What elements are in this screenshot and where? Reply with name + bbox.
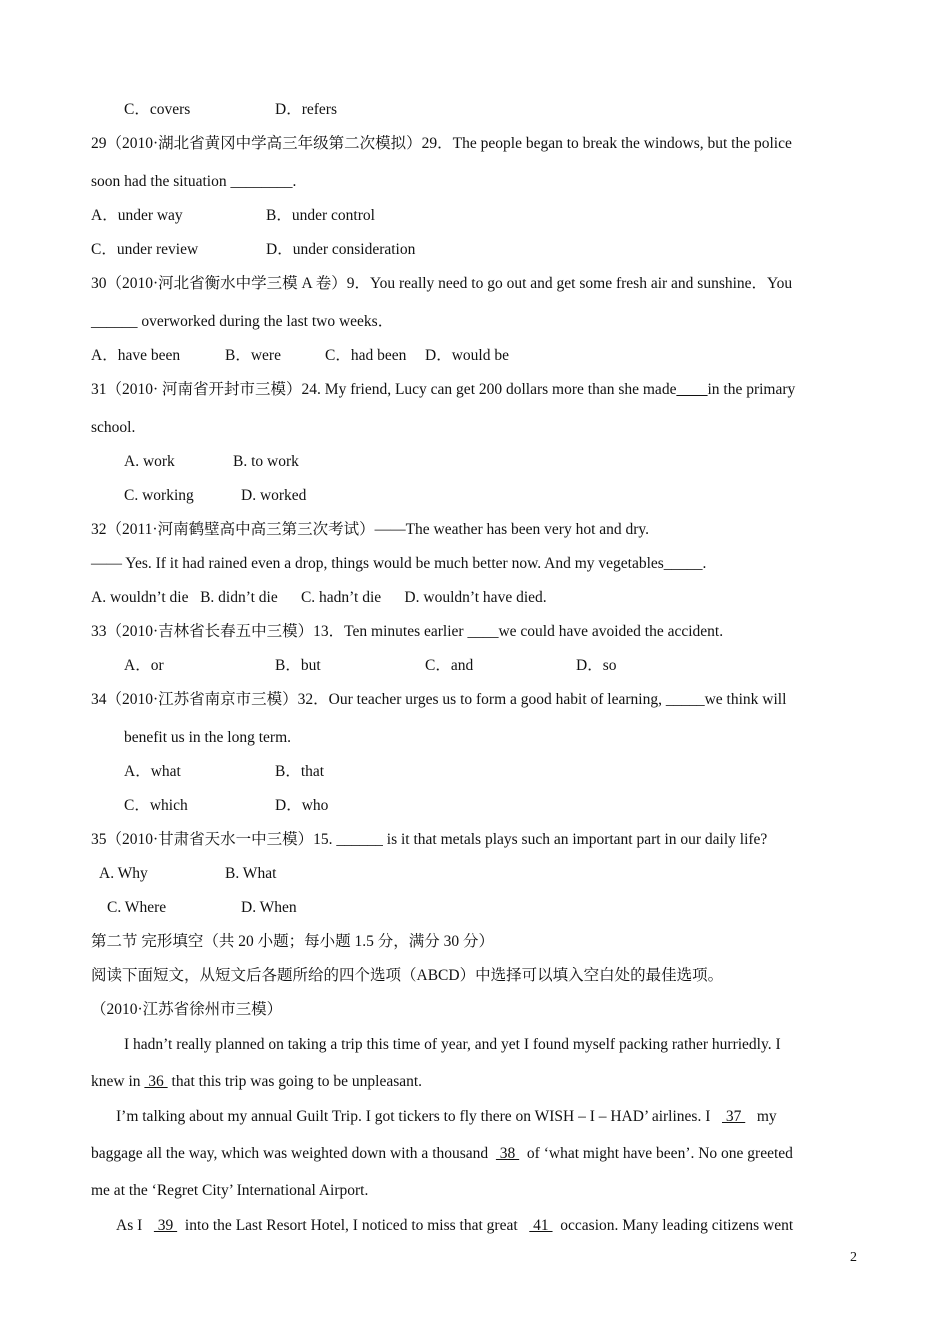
- blank-38: 38: [495, 1145, 520, 1162]
- q31-stem-pre: 31（2010· 河南省开封市三模）24. My friend, Lucy can get 200 dollars more than she made: [91, 381, 677, 398]
- blank-39: 39: [153, 1217, 178, 1234]
- passage-p1-line1: I hadn’t really planned on taking a trip this time of year, and yet I found myself packing rather hurriedly. I: [124, 1036, 781, 1053]
- q30-option-b: B．were: [225, 347, 281, 364]
- q29-option-a: A．under way: [91, 207, 183, 224]
- q31-stem-line2: school.: [91, 419, 136, 436]
- q33-stem-line1: 33（2010·吉林省长春五中三模）13．Ten minutes earlier ____we could have avoided the accident.: [91, 623, 724, 640]
- q35-option-c: C. Where: [107, 899, 167, 916]
- q33-option-d: D．so: [576, 657, 617, 674]
- section-instruction: 阅读下面短文，从短文后各题所给的四个选项（ABCD）中选择可以填入空白处的最佳选项。: [91, 967, 724, 984]
- passage-text: occasion. Many leading citizens went: [552, 1217, 794, 1234]
- q34-option-d: D．who: [275, 797, 329, 814]
- q29-option-c: C．under review: [91, 241, 199, 258]
- q32-stem-line1: 32（2011·河南鹤壁高中高三第三次考试）——The weather has been very hot and dry.: [91, 521, 650, 538]
- q30-option-d: D．would be: [425, 347, 509, 364]
- passage-text: of ‘what might have been’. No one greeted: [519, 1145, 793, 1162]
- passage-p1-line2: [91, 1072, 422, 1092]
- q31-option-d: D. worked: [241, 487, 307, 504]
- q33-option-a: A．or: [124, 657, 164, 674]
- q28-option-d: D．refers: [275, 101, 337, 118]
- passage-p2-line1: [116, 1107, 777, 1127]
- passage-text: I’m talking about my annual Guilt Trip. I got tickers to fly there on WISH – I – HAD’ airlines. I: [116, 1108, 722, 1125]
- passage-p3-line1: [116, 1216, 793, 1236]
- q35-stem-line1: 35（2010·甘肃省天水一中三模）15. ______ is it that metals plays such an important part in our daily life?: [91, 831, 768, 848]
- q30-option-c: C．had been: [325, 347, 407, 364]
- q34-option-a: A．what: [124, 763, 181, 780]
- section-title: 第二节 完形填空（共 20 小题；每小题 1.5 分，满分 30 分）: [91, 933, 495, 950]
- q30-option-a: A．have been: [91, 347, 181, 364]
- q31-stem-post: in the primary: [707, 381, 796, 398]
- q32-stem-line2: —— Yes. If it had rained even a drop, things would be much better now. And my vegetables_____.: [91, 555, 707, 572]
- page-number: 2: [850, 1250, 857, 1265]
- passage-text: knew in: [91, 1073, 145, 1090]
- q35-option-b: B. What: [225, 865, 277, 882]
- q34-option-c: C．which: [124, 797, 188, 814]
- q32-options: A. wouldn’t die B. didn’t die C. hadn’t die D. wouldn’t have died.: [91, 589, 547, 606]
- q31-option-a: A. work: [124, 453, 175, 470]
- q35-option-d: D. When: [241, 899, 297, 916]
- passage-p2-line3: me at the ‘Regret City’ International Airport.: [91, 1182, 369, 1199]
- passage-text: As I: [116, 1217, 154, 1234]
- passage-text: my: [745, 1108, 777, 1125]
- q34-option-b: B．that: [275, 763, 325, 780]
- q30-stem-line1: 30（2010·河北省衡水中学三模 A 卷）9．You really need to go out and get some fresh air and sunshine．You: [91, 275, 793, 292]
- q34-stem-line2: benefit us in the long term.: [124, 729, 292, 746]
- passage-p2-line2: [91, 1144, 793, 1164]
- q31-option-c: C. working: [124, 487, 194, 504]
- blank-37: 37: [721, 1108, 746, 1125]
- q31-stem-line1: [91, 380, 795, 400]
- q29-stem-line1: 29（2010·湖北省黄冈中学高三年级第二次模拟）29．The people began to break the windows, but the police: [91, 135, 792, 152]
- q33-option-c: C．and: [425, 657, 474, 674]
- passage-text: that this trip was going to be unpleasant.: [167, 1073, 423, 1090]
- q31-option-b: B. to work: [233, 453, 299, 470]
- q29-stem-line2: soon had the situation ________.: [91, 173, 297, 190]
- q34-stem-line1: 34（2010·江苏省南京市三模）32．Our teacher urges us to form a good habit of learning, _____we think will: [91, 691, 787, 708]
- passage-text: baggage all the way, which was weighted down with a thousand: [91, 1145, 496, 1162]
- blank-41: 41: [529, 1217, 553, 1234]
- q29-option-d: D．under consideration: [266, 241, 416, 258]
- passage-text: into the Last Resort Hotel, I noticed to miss that great: [177, 1217, 530, 1234]
- blank-36: 36: [144, 1073, 168, 1090]
- q29-option-b: B．under control: [266, 207, 375, 224]
- q30-stem-line2: ______ overworked during the last two weeks．: [91, 313, 394, 330]
- q35-option-a: A. Why: [99, 865, 148, 882]
- q33-option-b: B．but: [275, 657, 321, 674]
- q28-option-c: C．covers: [124, 101, 191, 118]
- q31-blank: ____: [676, 381, 708, 398]
- passage-source: （2010·江苏省徐州市三模）: [91, 1001, 283, 1018]
